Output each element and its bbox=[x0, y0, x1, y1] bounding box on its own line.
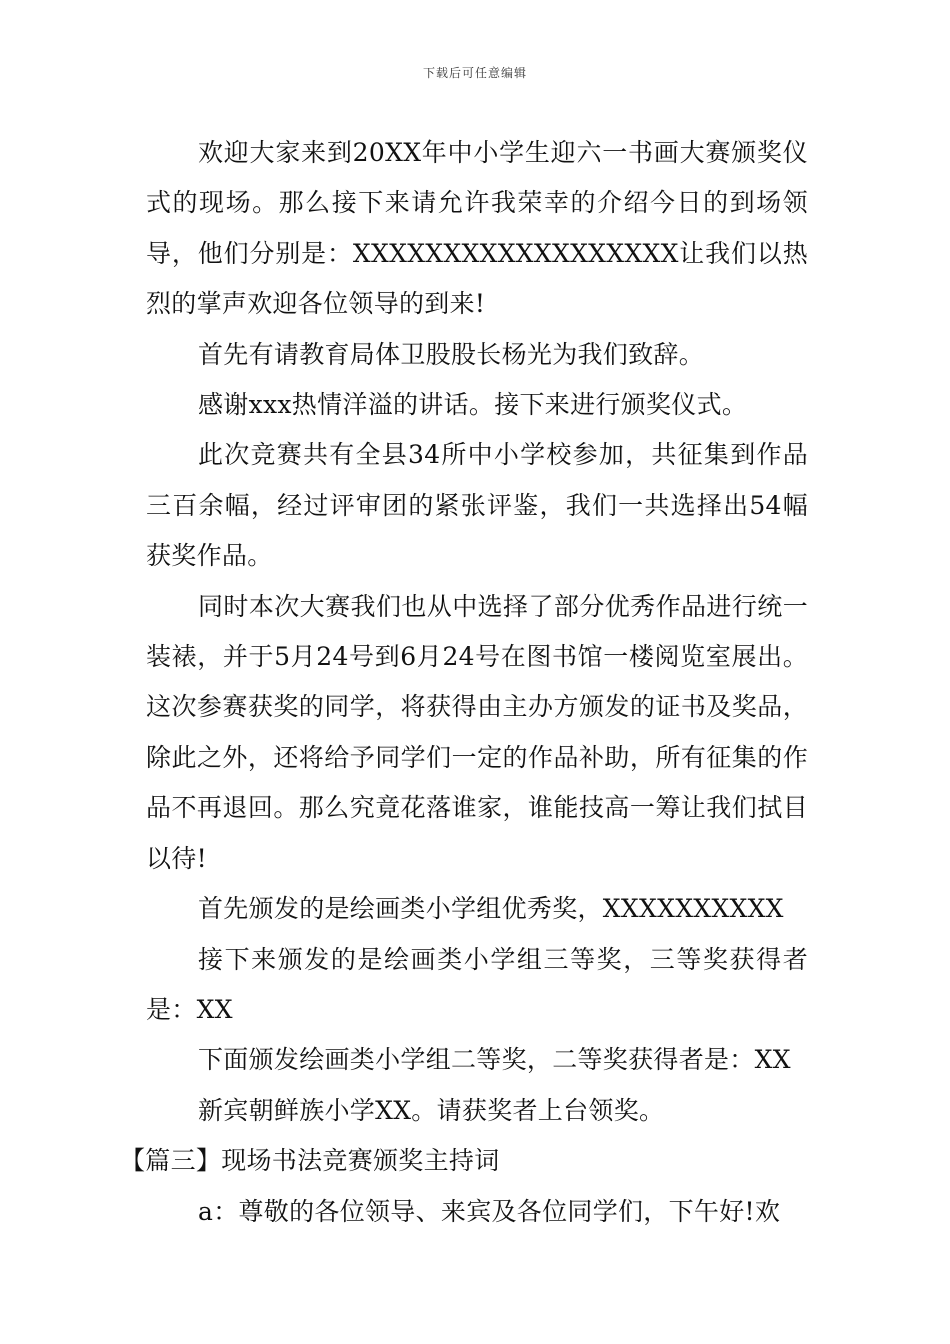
paragraph-excellence-award: 首先颁发的是绘画类小学组优秀奖，XXXXXXXXXX bbox=[198, 894, 784, 924]
paragraph-thanks: 感谢xxx热情洋溢的讲话。接下来进行颁奖仪式。 bbox=[198, 390, 748, 420]
paragraph-opening-greeting: a：尊敬的各位领导、来宾及各位同学们，下午好!欢 bbox=[198, 1196, 781, 1226]
paragraph-second-prize: 下面颁发绘画类小学组二等奖，二等奖获得者是：XX bbox=[198, 1045, 791, 1075]
paragraph-exhibition: 同时本次大赛我们也从中选择了部分优秀作品进行统一装裱，并于5月24号到6月24号在图书馆一楼阅览室展出。这次参赛获奖的同学，将获得由主办方颁发的证书及奖品，除此之外，还将给予同学们一定的作品补助，所有征集的作品不再退回。那么究竟花落谁家，谁能技高一筹让我们拭目以待! bbox=[146, 591, 808, 873]
section-heading: 【篇三】现场书法竞赛颁奖主持词 bbox=[120, 1146, 500, 1176]
paragraph-invite-winners: 新宾朝鲜族小学XX。请获奖者上台领奖。 bbox=[198, 1095, 665, 1125]
paragraph-competition-summary: 此次竞赛共有全县34所中小学校参加，共征集到作品三百余幅，经过评审团的紧张评鉴，我们一共选择出54幅获奖作品。 bbox=[146, 440, 808, 571]
paragraph-speech-invite: 首先有请教育局体卫股股长杨光为我们致辞。 bbox=[198, 339, 705, 369]
page-header: 下载后可任意编辑 bbox=[422, 66, 527, 80]
document-body bbox=[120, 128, 808, 1237]
paragraph-welcome: 欢迎大家来到20XX年中小学生迎六一书画大赛颁奖仪式的现场。那么接下来请允许我荣幸的介绍今日的到场领导，他们分别是：XXXXXXXXXXXXXXXXXX让我们以热烈的掌声欢迎各位领导的到来! bbox=[146, 138, 808, 319]
paragraph-third-prize: 接下来颁发的是绘画类小学组三等奖，三等奖获得者是：XX bbox=[146, 944, 808, 1024]
